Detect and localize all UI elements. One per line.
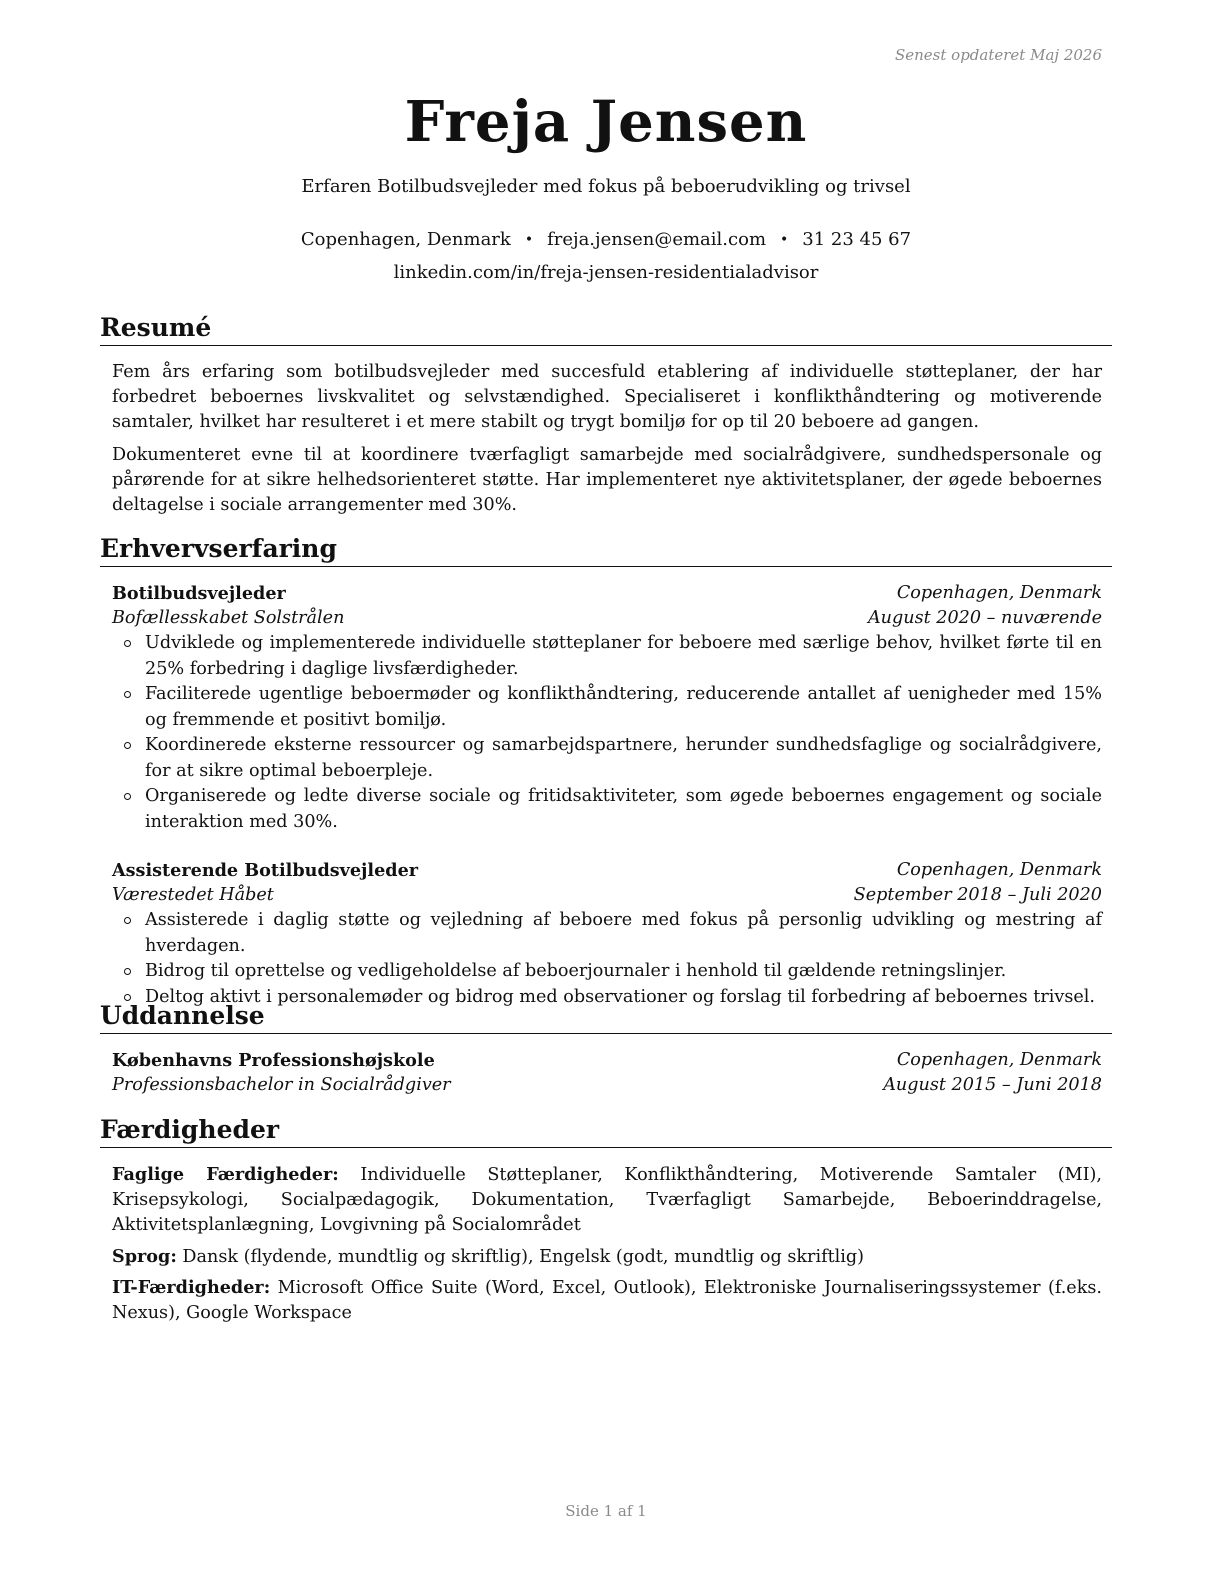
- circle-bullet-icon: [124, 742, 131, 749]
- circle-bullet-icon: [124, 793, 131, 800]
- contact-email[interactable]: freja.jensen@email.com: [547, 229, 767, 250]
- job-role: Botilbudsvejleder: [112, 583, 286, 604]
- job-dates: September 2018 – Juli 2020: [853, 885, 1102, 905]
- contact-location: Copenhagen, Denmark: [300, 229, 511, 250]
- bullet-separator: •: [524, 232, 534, 248]
- skills-it: [112, 1275, 1102, 1326]
- section-title-skills: Færdigheder: [100, 1115, 1112, 1148]
- skills-label: Faglige Færdigheder:: [112, 1164, 339, 1185]
- job-1-header: [112, 581, 1102, 606]
- last-updated: Senest opdateret Maj 2026: [894, 46, 1102, 64]
- section-title-experience: Erhvervserfaring: [100, 534, 1112, 567]
- contact-line: [0, 228, 1212, 252]
- bullet-text: Udviklede og implementerede individuelle støtteplaner for beboere med særlige behov, hvilket førte til en 25% forbedring i daglige livsfærdigheder.: [145, 633, 1102, 679]
- list-item: [112, 959, 1102, 985]
- headline: Erfaren Botilbudsvejleder med fokus på beboerudvikling og trivsel: [301, 176, 911, 197]
- skills-label: Sprog:: [112, 1246, 177, 1267]
- job-dates: August 2020 – nuværende: [867, 608, 1102, 628]
- skills-value: Dansk (flydende, mundtlig og skriftlig), Engelsk (godt, mundtlig og skriftlig): [182, 1247, 865, 1267]
- education-subheader: [112, 1073, 1102, 1098]
- bullet-text: Assisterede i daglig støtte og vejledning af beboere med fokus på personlig udvikling og mestring af hverdagen.: [145, 910, 1102, 956]
- job-2-subheader: [112, 883, 1102, 908]
- school-name: Københavns Professionshøjskole: [112, 1050, 435, 1071]
- circle-bullet-icon: [124, 691, 131, 698]
- contact-linkedin[interactable]: linkedin.com/in/freja-jensen-residentialadvisor: [393, 262, 819, 283]
- bullet-separator: •: [780, 232, 789, 248]
- job-1-bullets: [112, 631, 1102, 835]
- bullet-text: Koordinerede eksterne ressourcer og samarbejdspartnere, herunder sundhedsfaglige og socialrådgivere, for at sikre optimal beboerpleje.: [145, 735, 1102, 781]
- circle-bullet-icon: [124, 917, 131, 924]
- list-item: [112, 908, 1102, 959]
- education-header: [112, 1048, 1102, 1073]
- circle-bullet-icon: [124, 968, 131, 975]
- education-dates: August 2015 – Juni 2018: [883, 1075, 1102, 1095]
- bullet-text: Faciliterede ugentlige beboermøder og konflikthåndtering, reducerende antallet af uenigheder med 15% og fremmende et positivt bomiljø.: [145, 684, 1102, 730]
- list-item: [112, 631, 1102, 682]
- skills-professional: [112, 1162, 1102, 1238]
- job-role: Assisterende Botilbudsvejleder: [112, 860, 419, 881]
- list-item: [112, 682, 1102, 733]
- job-location: Copenhagen, Denmark: [896, 583, 1102, 603]
- school-location: Copenhagen, Denmark: [896, 1050, 1102, 1070]
- page-number: Side 1 af 1: [565, 1502, 647, 1520]
- job-2-bullets: [112, 908, 1102, 1010]
- skills-value: Microsoft Office Suite (Word, Excel, Outlook), Elektroniske Journaliseringssystemer (f.eks. Nexus), Google Workspace: [112, 1278, 1102, 1323]
- skills-languages: [112, 1244, 1102, 1270]
- summary-paragraph-1: Fem års erfaring som botilbudsvejleder med succesfuld etablering af individuelle støtteplaner, der har forbedret beboernes livskvalitet og selvstændighed. Specialiseret i konflikthåndtering og motiverende samtaler, hvilket har resulteret i et mere stabilt og trygt bomiljø for op til 20 beboere ad gangen.: [112, 362, 1102, 432]
- list-item: [112, 784, 1102, 835]
- skills-label: IT-Færdigheder:: [112, 1277, 271, 1298]
- job-organization: Værestedet Håbet: [112, 885, 274, 905]
- summary-paragraph-2: Dokumenteret evne til at koordinere tværfagligt samarbejde med socialrådgivere, sundhedspersonale og pårørende for at sikre helhedsorienteret støtte. Har implementeret nye aktivitetsplaner, der øgede beboernes deltagelse i sociale arrangementer med 30%.: [112, 445, 1102, 515]
- bullet-text: Deltog aktivt i personalemøder og bidrog med observationer og forslag til forbedring af beboernes trivsel.: [145, 986, 1095, 1007]
- job-location: Copenhagen, Denmark: [896, 860, 1102, 880]
- section-title-education: Uddannelse: [100, 1001, 1112, 1034]
- contact-phone: 31 23 45 67: [802, 229, 912, 250]
- bullet-text: Organiserede og ledte diverse sociale og fritidsaktiviteter, som øgede beboernes engagement og sociale interaktion med 30%.: [145, 786, 1102, 832]
- degree-name: Professionsbachelor in Socialrådgiver: [112, 1075, 451, 1095]
- skills-value: Individuelle Støtteplaner, Konflikthåndtering, Motiverende Samtaler (MI), Krisepsykologi, Socialpædagogik, Dokumentation, Tværfagligt Samarbejde, Beboerinddragelse, Aktivitetsplanlægning, Lovgivning på Socialområdet: [112, 1165, 1102, 1235]
- section-title-summary: Resumé: [100, 313, 1112, 346]
- job-1-subheader: [112, 606, 1102, 631]
- list-item: [112, 733, 1102, 784]
- candidate-name: Freja Jensen: [404, 89, 808, 155]
- circle-bullet-icon: [124, 994, 131, 1001]
- circle-bullet-icon: [124, 640, 131, 647]
- job-2-header: [112, 858, 1102, 883]
- bullet-text: Bidrog til oprettelse og vedligeholdelse af beboerjournaler i henhold til gældende retningslinjer.: [145, 961, 1007, 981]
- job-organization: Bofællesskabet Solstrålen: [112, 608, 345, 628]
